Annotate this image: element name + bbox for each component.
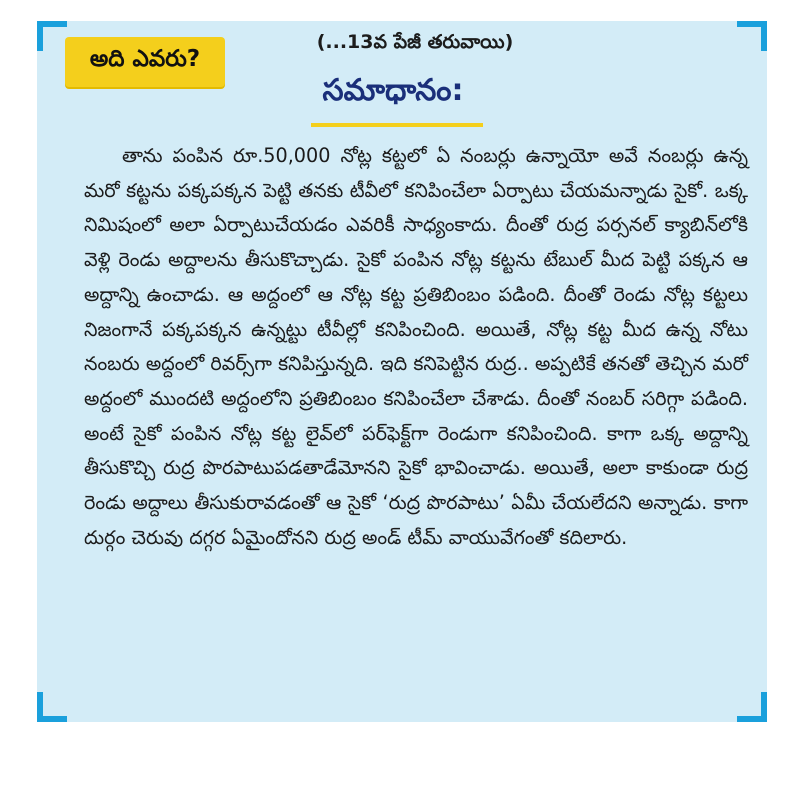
answer-body-text: తాను పంపిన రూ.50,000 నోట్ల కట్టలో ఏ నంబర్లు ఉన్నాయో అవే నంబర్లు ఉన్న మరో కట్టను పక్కపక్కన పెట్టి తనకు టీవీలో కనిపించేలా ఏర్పాటు చేయమన్నాడు సైకో. ఒక్క నిమిషంలో అలా ఏర్పాటుచేయడం ఎవరికీ సాధ్యంకాదు. దీంతో రుద్ర పర్సనల్ క్యాబిన్‌లోకి వెళ్లి రెండు అద్దాలను తీసుకొచ్చాడు. సైకో పంపిన నోట్ల కట్టను టేబుల్ మీద పెట్టి పక్కన ఆ అద్దాన్ని ఉంచాడు. ఆ అద్దంలో ఆ నోట్ల కట్ట ప్రతిబింబం పడింది. దీంతో రెండు నోట్ల కట్టలు నిజంగానే పక్కపక్కన ఉన్నట్టు టీవీల్లో కనిపించింది. అయితే, నోట్ల కట్ట మీద ఉన్న నోటు నంబరు అద్దంలో రివర్స్‌గా కనిపిస్తున్నది. ఇది కనిపెట్టిన రుద్ర.. అప్పటికే తనతో తెచ్చిన మరో అద్దంలో ముందటి అద్దంలోని ప్రతిబింబం కనిపించేలా చేశాడు. దీంతో నంబర్ సరిగ్గా పడింది. అంటే సైకో పంపిన నోట్ల కట్ట లైవ్‌లో పర్‌ఫెక్ట్‌గా రెండుగా కనిపించింది. కాగా ఒక్క అద్దాన్ని తీసుకొచ్చి రుద్ర పొరపాటుపడతాడేమోనని సైకో భావించాడు. అయితే, అలా కాకుండా రుద్ర రెండు అద్దాలు తీసుకురావడంతో ఆ సైకో ‘రుద్ర పొరపాటు’ ఏమీ చేయలేదని అన్నాడు. కాగా దుర్గం చెరువు దగ్గర ఏమైందోనని రుద్ర అండ్ టీమ్ వాయువేగంతో కదిలారు.: [84, 144, 748, 549]
puzzle-answer-panel: [37, 21, 767, 722]
corner-top-right-horizontal: [737, 21, 767, 27]
corner-top-left-horizontal: [37, 21, 67, 27]
heading-underline: [311, 123, 483, 127]
corner-bottom-left-horizontal: [37, 716, 67, 722]
corner-bottom-right-horizontal: [737, 716, 767, 722]
continued-from-note: (...13వ పేజీ తరువాయి): [316, 31, 514, 53]
puzzle-tag: అది ఎవరు?: [65, 37, 225, 87]
answer-heading: సమాధానం:: [322, 73, 464, 108]
